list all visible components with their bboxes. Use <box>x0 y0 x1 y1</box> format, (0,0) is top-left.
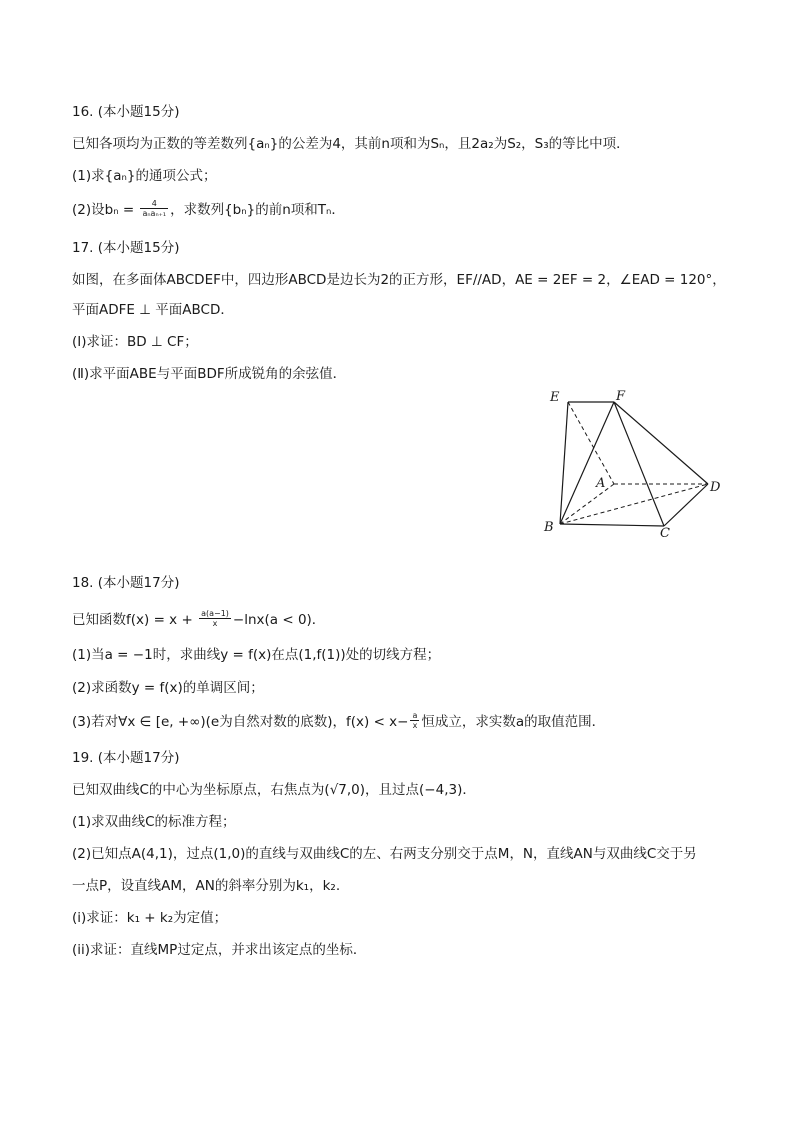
q16-frac-num: 4 <box>140 199 168 209</box>
q18-stem <box>72 610 325 630</box>
edge-BA <box>560 484 614 524</box>
q19-header: 19. (本小题17分) <box>72 750 180 766</box>
q18-stem-suffix: −lnx(a < 0)． <box>232 612 326 628</box>
q19-stem: 已知双曲线C的中心为坐标原点，右焦点为(√7,0)，且过点(−4,3)． <box>72 782 476 798</box>
label-F: F <box>616 389 626 404</box>
q16-part2 <box>72 200 345 220</box>
q18-frac-den: x <box>212 618 218 628</box>
q18-part3-frac-den: x <box>412 720 418 730</box>
q17-header: 17. (本小题15分) <box>72 240 180 256</box>
q16-part2-prefix: (2)设bₙ = <box>72 202 139 218</box>
q19-part2-line1: (2)已知点A(4,1)，过点(1,0)的直线与双曲线C的左、右两支分别交于点M，N，直线AN与双曲线C交于另 <box>72 846 697 862</box>
q17-stem-line2: 平面ADFE ⊥ 平面ABCD． <box>72 302 234 318</box>
q17-part1: (Ⅰ)求证：BD ⊥ CF； <box>72 334 198 350</box>
label-C: C <box>660 526 670 541</box>
q18-stem-prefix: 已知函数f(x) = x + <box>72 612 198 628</box>
q18-part3 <box>72 712 605 732</box>
q17-part2: (Ⅱ)求平面ABE与平面BDF所成锐角的余弦值． <box>72 366 347 382</box>
q18-fraction <box>199 609 231 628</box>
edge-BD <box>560 484 708 524</box>
q16-frac-den: aₙaₙ₊₁ <box>142 208 167 218</box>
q19-part2-line2: 一点P，设直线AM，AN的斜率分别为k₁，k₂. <box>72 878 341 894</box>
q18-part3-suffix: 恒成立，求实数a的取值范围． <box>421 714 606 730</box>
q16-fraction <box>140 199 168 218</box>
q18-part3-fraction <box>410 711 419 730</box>
q19-sub-ii: (ii)求证：直线MP过定点，并求出该定点的坐标． <box>72 942 367 958</box>
q16-stem: 已知各项均为正数的等差数列{aₙ}的公差为4，其前n项和为Sₙ，且2a₂为S₂，S₃的等比中项． <box>72 136 630 152</box>
q16-part1: (1)求{aₙ}的通项公式； <box>72 168 217 184</box>
polyhedron-figure <box>536 384 732 544</box>
label-D: D <box>710 480 721 495</box>
edge-EA <box>568 402 614 484</box>
edge-CD <box>664 484 708 526</box>
q18-frac-num: a(a−1) <box>201 608 229 618</box>
edge-EB <box>560 402 568 524</box>
polyhedron-diagram <box>536 384 732 544</box>
q16-part2-suffix: ，求数列{bₙ}的前n项和Tₙ． <box>170 202 345 218</box>
q19-part1: (1)求双曲线C的标准方程； <box>72 814 236 830</box>
label-E: E <box>550 390 560 405</box>
q18-part3-frac-num: a <box>412 710 418 720</box>
q18-header: 18. (本小题17分) <box>72 575 180 591</box>
q18-part1: (1)当a = −1时，求曲线y = f(x)在点(1,f(1))处的切线方程； <box>72 647 441 663</box>
edge-BC <box>560 524 664 526</box>
label-B: B <box>544 520 554 535</box>
q17-stem-line1: 如图，在多面体ABCDEF中，四边形ABCD是边长为2的正方形，EF//AD，AE = 2EF = 2，∠EAD = 120°， <box>72 272 726 288</box>
label-A: A <box>596 476 606 491</box>
q18-part2: (2)求函数y = f(x)的单调区间； <box>72 680 264 696</box>
q18-part3-prefix: (3)若对∀x ∈ [e, +∞)(e为自然对数的底数)，f(x) < x− <box>72 714 409 730</box>
edge-FD <box>614 402 708 484</box>
edge-FB <box>560 402 614 524</box>
q19-sub-i: (i)求证：k₁ + k₂为定值； <box>72 910 228 926</box>
q16-header: 16. (本小题15分) <box>72 104 180 120</box>
